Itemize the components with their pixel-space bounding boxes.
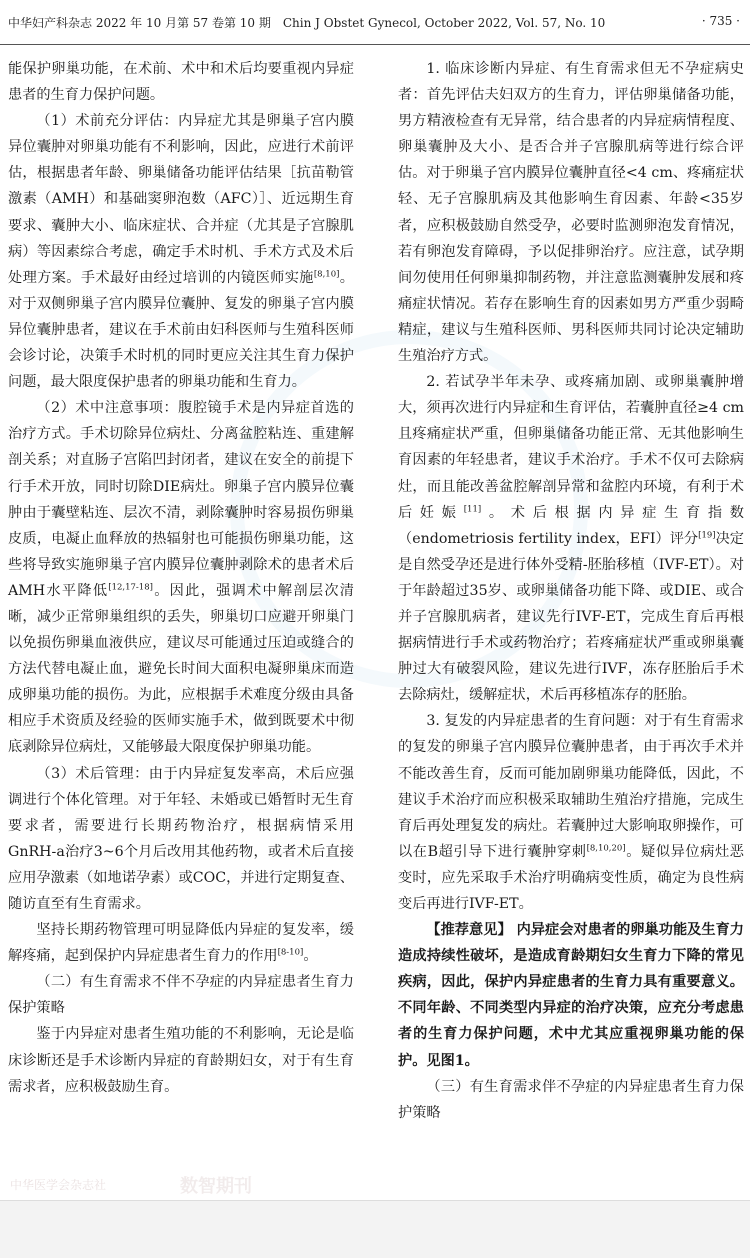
paragraph-item-2: 2. 若试孕半年未孕、或疼痛加剧、或卵巢囊肿增大，须再次进行内异症和生育评估，若囊肿直径≥4 cm且疼痛症状严重，但卵巢储备功能正常、无其他影响生育因素的年轻患者，建议手术治疗。手术不仅可去除病灶，而且能改善盆腔解剖异常和盆腔内环境，有利于术后妊娠[11]。术后根据内异症生育指数（endometriosis fertility index，EFI）评分[19]决定是自然受孕还是进行体外受精-胚胎移植（IVF-ET）。对于年龄超过35岁、或卵巢储备功能下降、或DIE、或合并子宫腺肌病者，建议先行IVF-ET，完成生育后再根据病情进行手术或药物治疗；若疼痛症状严重或卵巢囊肿过大有破裂风险，建议先进行IVF，冻存胚胎后手术去除病灶，缓解症状，术后再移植冻存的胚胎。 [398, 374, 744, 704]
citation[interactable]: [19] [698, 529, 716, 540]
citation[interactable]: [11] [463, 503, 482, 514]
paragraph: 坚持长期药物管理可明显降低内异症的复发率，缓解疼痛，起到保护内异症患者生育力的作用[8-10]。 [8, 922, 354, 965]
paragraph: 能保护卵巢功能，在术前、术中和术后均要重视内异症患者的生育力保护问题。 [8, 61, 354, 104]
citation[interactable]: [8-10] [277, 947, 304, 958]
paragraph-item-1: 1. 临床诊断内异症、有生育需求但无不孕症病史者：首先评估夫妇双方的生育力，评估卵巢储备功能，男方精液检查有无异常，结合患者的内异症病情程度、卵巢囊肿及大小、是否合并子宫腺肌病等进行综合评估。对于卵巢子宫内膜异位囊肿直径<4 cm、疼痛症状轻、无子宫腺肌病及其他影响生育因素、年龄<35岁者，应积极鼓励自然受孕，必要时监测卵泡发育情况，若有卵泡发育障碍，予以促排卵治疗。应注意，试孕期间勿使用任何卵巢抑制药物，并注意监测囊肿发展和疼痛症状情况。若存在影响生育的因素如男方严重少弱畸精症，建议与生殖科医师、男科医师共同讨论决定辅助生殖治疗方式。 [398, 61, 744, 365]
paragraph-preop: （1）术前充分评估：内异症尤其是卵巢子宫内膜异位囊肿对卵巢功能有不利影响，因此，应进行术前评估，根据患者年龄、卵巢储备功能评估结果［抗苗勒管激素（AMH）和基础窦卵泡数（AFC）］、近远期生育要求、囊肿大小、临床症状、合并症（尤其是子宫腺肌病）等因素综合考虑，确定手术时机、手术方式及术后处理方案。手术最好由经过培训的内镜医师实施[8,10]。对于双侧卵巢子宫内膜异位囊肿、复发的卵巢子宫内膜异位囊肿患者，建议在手术前由妇科医师与生殖科医师会诊讨论，决策手术时机的同时更应关注其生育力保护问题，最大限度保护患者的卵巢功能和生育力。 [8, 113, 354, 391]
recommendation-label: 【推荐意见】 [426, 922, 512, 939]
running-header [0, 0, 750, 45]
section-heading: （二）有生育需求不伴不孕症的内异症患者生育力保护策略 [8, 974, 354, 1017]
right-column [398, 56, 744, 1126]
publisher-logo [10, 1172, 350, 1198]
page-number: · 735 · [701, 14, 740, 28]
section-heading: （三）有生育需求伴不孕症的内异症患者生育力保护策略 [398, 1078, 744, 1121]
paragraph-item-3: 3. 复发的内异症患者的生育问题：对于有生育需求的复发的卵巢子宫内膜异位囊肿患者，由于再次手术并不能改善生育，反而可能加剧卵巢功能降低，因此，不建议手术治疗而应积极采取辅助生殖治疗措施，完成生育后再处理复发的病灶。若囊肿过大影响取卵操作，可以在B超引导下进行囊肿穿刺[8,10,20]。疑似异位病灶恶变时，应先采取手术治疗明确病变性质，确定为良性病变后再进行IVF-ET。 [398, 713, 744, 912]
paragraph-postop: （3）术后管理：由于内异症复发率高，术后应强调进行个体化管理。对于年轻、未婚或已婚暂时无生育要求者，需要进行长期药物治疗，根据病情采用GnRH-a治疗3~6个月后改用其他药物，或者术后直接应用孕激素（如地诺孕素）或COC，并进行定期复查、随访直至有生育需求。 [8, 765, 354, 912]
bottom-bar [0, 1200, 750, 1258]
left-column [8, 56, 354, 1100]
paragraph: 鉴于内异症对患者生殖功能的不利影响，无论是临床诊断还是手术诊断内异症的育龄期妇女，对于有生育需求者，应积极鼓励生育。 [8, 1026, 354, 1095]
citation[interactable]: [8,10] [313, 269, 340, 280]
paragraph-intraop: （2）术中注意事项：腹腔镜手术是内异症首选的治疗方式。手术切除异位病灶、分离盆腔粘连、重建解剖关系；对直肠子宫陷凹封闭者，建议在安全的前提下行手术开放，同时切除DIE病灶。卵巢子宫内膜异位囊肿由于囊壁粘连、层次不清，剥除囊肿时容易损伤卵巢皮质，电凝止血释放的热辐射也可能损伤卵巢功能，这些将导致实施卵巢子宫内膜异位囊肿剥除术的患者术后AMH水平降低[12,17-18]。因此，强调术中解剖层次清晰，减少正常卵巢组织的丢失，卵巢切口应避开卵巢门以免损伤卵巢血液供应，建议尽可能通过压迫或缝合的方法代替电凝止血，避免长时间大面积电凝卵巢床而造成卵巢功能的损伤。为此，应根据手术难度分级由具备相应手术资质及经验的医师实施手术，做到既要术中彻底剥除异位病灶，又能够最大限度保护卵巢功能。 [8, 400, 354, 756]
publisher-name: 中华医学会杂志社 [10, 1178, 107, 1192]
citation[interactable]: [8,10,20] [586, 843, 626, 854]
citation[interactable]: [12,17-18] [108, 582, 153, 593]
recommendation: 【推荐意见】 内异症会对患者的卵巢功能及生育力造成持续性破坏，是造成育龄期妇女生育力下降的常见疾病，因此，保护内异症患者的生育力具有重要意义。不同年龄、不同类型内异症的治疗决策，应充分考虑患者的生育力保护问题，术中尤其应重视卵巢功能的保护。见图1。 [398, 922, 744, 1069]
journal-citation: 中华妇产科杂志 2022 年 10 月第 57 卷第 10 期 Chin J Obstet Gynecol, October 2022, Vol. 57, No. 10 [8, 16, 606, 30]
platform-logo: 数智期刊 [180, 1176, 252, 1197]
